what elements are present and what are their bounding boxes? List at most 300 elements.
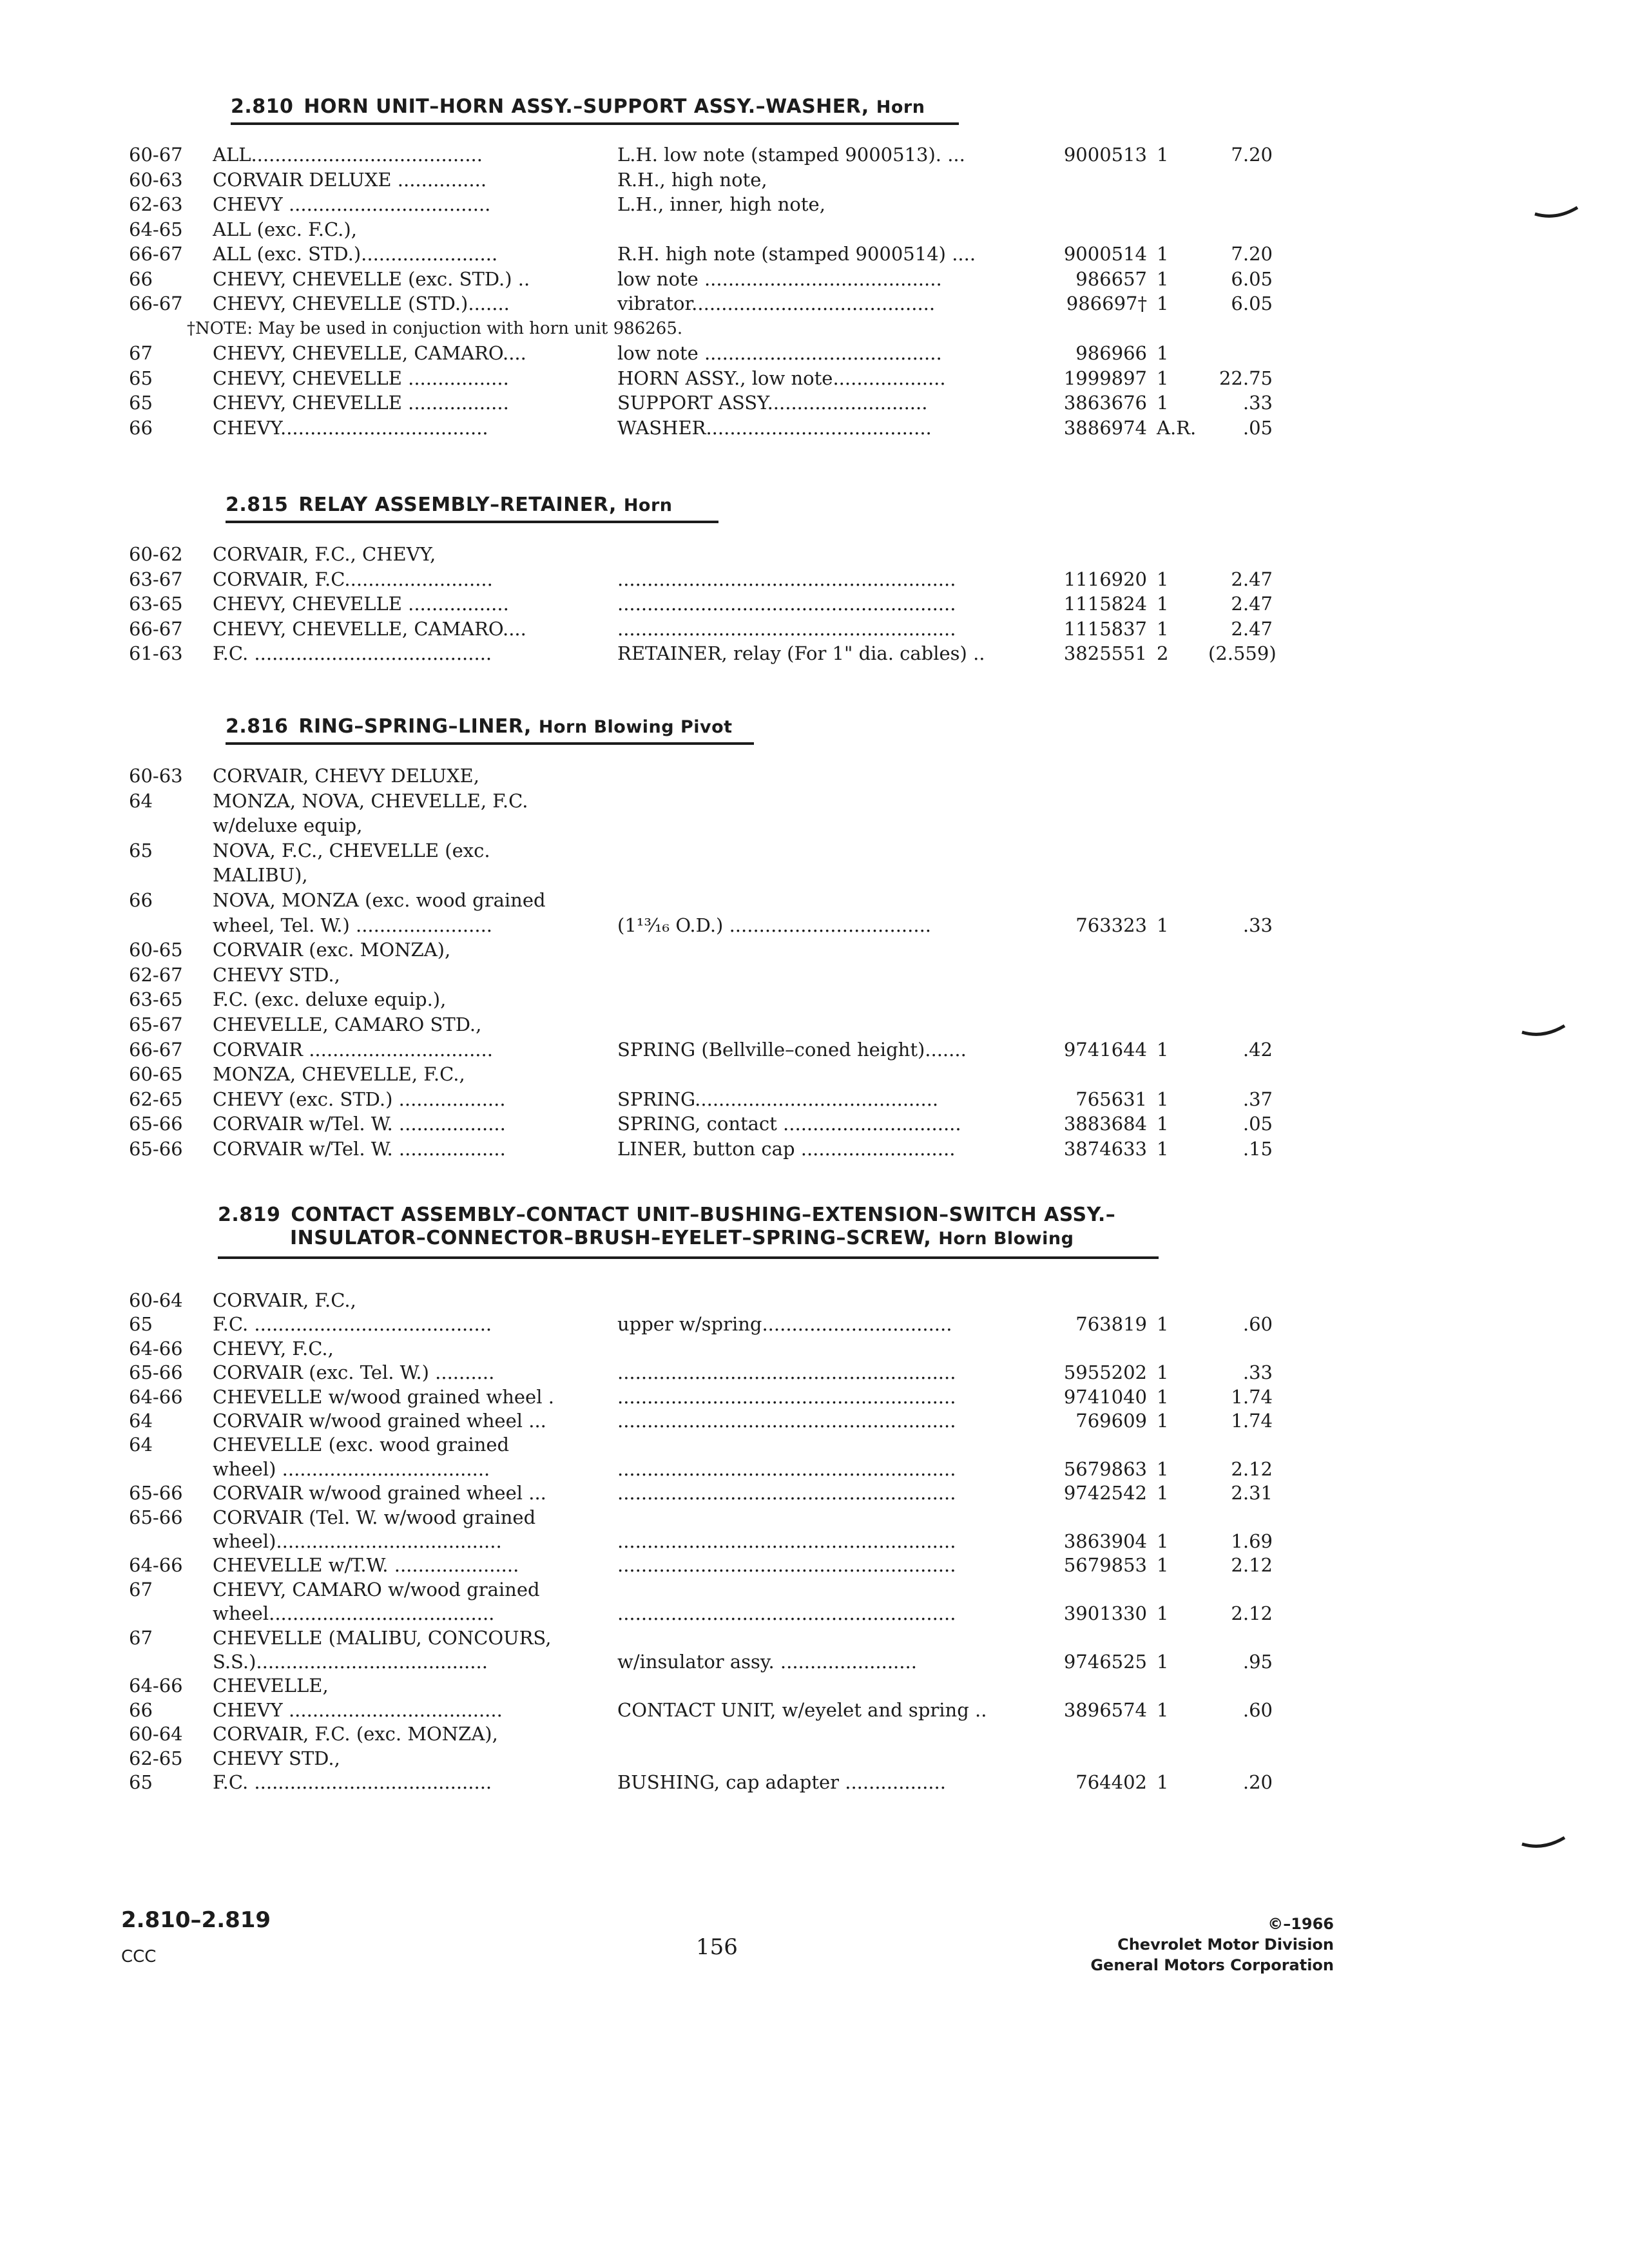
price: .05 xyxy=(1242,1113,1273,1135)
model-applicability: CHEVELLE (MALIBU, CONCOURS, xyxy=(213,1626,552,1649)
section-code: 2.819 xyxy=(218,1204,281,1226)
model-applicability: CHEVY, F.C., xyxy=(213,1337,334,1360)
part-description: L.H. low note (stamped 9000513). ... xyxy=(617,144,965,166)
section-heading-underline xyxy=(226,521,718,523)
model-applicability: CORVAIR (exc. Tel. W.) .......... xyxy=(213,1361,495,1384)
price: .95 xyxy=(1242,1651,1273,1673)
model-applicability: wheel...................................... xyxy=(213,1602,495,1625)
quantity: 1 xyxy=(1157,568,1169,590)
part-description: ......................................................... xyxy=(617,1410,956,1432)
parts-row xyxy=(0,1674,1629,1700)
year-range: 62-67 xyxy=(129,963,183,986)
section-title: RELAY ASSEMBLY–RETAINER, xyxy=(298,494,617,516)
year-range: 60-63 xyxy=(129,765,183,787)
section-title: CONTACT ASSEMBLY–CONTACT UNIT–BUSHING–EXTENSION–SWITCH ASSY.– xyxy=(291,1204,1116,1226)
year-range: 63-65 xyxy=(129,593,183,615)
section-subtitle: Horn Blowing xyxy=(938,1229,1074,1249)
part-number: 763323 xyxy=(1075,914,1147,936)
model-applicability: MALIBU), xyxy=(213,864,308,887)
year-range: 64-66 xyxy=(129,1554,183,1577)
model-applicability: CHEVELLE w/T.W. ..................... xyxy=(213,1554,519,1577)
quantity: 1 xyxy=(1157,1698,1169,1721)
section-heading-underline xyxy=(226,742,754,745)
year-range: 63-67 xyxy=(129,568,183,590)
part-description: vibrator......................................... xyxy=(617,293,936,314)
year-range: 60-65 xyxy=(129,939,183,961)
price: 6.05 xyxy=(1231,293,1273,314)
year-range: 65-66 xyxy=(129,1361,183,1384)
model-applicability: F.C. ........................................ xyxy=(213,1313,492,1336)
model-applicability: CHEVY, CHEVELLE, CAMARO.... xyxy=(213,617,526,640)
year-range: 60-62 xyxy=(129,543,183,565)
quantity: 1 xyxy=(1157,1138,1169,1160)
year-range: 62-65 xyxy=(129,1747,183,1769)
part-number: 3874633 xyxy=(1063,1138,1147,1160)
parts-row xyxy=(0,193,1629,218)
parts-row xyxy=(0,889,1629,914)
quantity: 1 xyxy=(1157,1113,1169,1135)
year-range: 63-65 xyxy=(129,988,183,1011)
price: .20 xyxy=(1242,1771,1273,1793)
parts-row xyxy=(0,1038,1629,1064)
model-applicability: CHEVY, CHEVELLE (exc. STD.) .. xyxy=(213,267,530,290)
year-range: 66 xyxy=(129,416,153,439)
price: .05 xyxy=(1242,416,1273,439)
price: 1.74 xyxy=(1231,1385,1273,1408)
model-applicability: CORVAIR w/wood grained wheel ... xyxy=(213,1482,546,1504)
quantity: 1 xyxy=(1157,392,1169,414)
parts-row xyxy=(0,1409,1629,1435)
model-applicability: S.S.)....................................... xyxy=(213,1651,488,1673)
parts-row xyxy=(0,1650,1629,1676)
quantity: 1 xyxy=(1157,1482,1169,1504)
parts-row xyxy=(0,963,1629,989)
part-number: 9746525 xyxy=(1063,1651,1147,1673)
model-applicability: CHEVY................................... xyxy=(213,416,488,439)
model-applicability: CHEVY STD., xyxy=(213,963,340,986)
parts-row xyxy=(0,1312,1629,1338)
year-range: 60-64 xyxy=(129,1723,183,1745)
parts-row xyxy=(0,814,1629,840)
margin-check-mark xyxy=(1521,1024,1566,1037)
part-description: ......................................................... xyxy=(617,568,956,590)
model-applicability: F.C. (exc. deluxe equip.), xyxy=(213,988,447,1011)
quantity: 1 xyxy=(1157,1361,1169,1384)
price: .33 xyxy=(1242,1361,1273,1384)
part-description: HORN ASSY., low note................... xyxy=(617,367,946,389)
parts-row xyxy=(0,1433,1629,1459)
price: .15 xyxy=(1242,1138,1273,1160)
model-applicability: CORVAIR w/Tel. W. .................. xyxy=(213,1138,506,1160)
price: 2.31 xyxy=(1231,1482,1273,1504)
price: 2.12 xyxy=(1231,1457,1273,1480)
part-description: w/insulator assy. ....................... xyxy=(617,1651,917,1673)
price: 2.47 xyxy=(1231,617,1273,640)
model-applicability: NOVA, F.C., CHEVELLE (exc. xyxy=(213,839,490,861)
model-applicability: †NOTE: May be used in conjuction with horn unit 986265. xyxy=(187,318,683,338)
model-applicability: ALL (exc. STD.)....................... xyxy=(213,243,498,265)
quantity: 1 xyxy=(1157,243,1169,265)
year-range: 66 xyxy=(129,889,153,911)
part-number: 3883684 xyxy=(1063,1113,1147,1135)
part-description: CONTACT UNIT, w/eyelet and spring .. xyxy=(617,1698,987,1721)
price: .33 xyxy=(1242,914,1273,936)
model-applicability: CORVAIR, F.C., CHEVY, xyxy=(213,543,436,565)
price: 1.74 xyxy=(1231,1410,1273,1432)
parts-row xyxy=(0,168,1629,194)
quantity: A.R. xyxy=(1157,416,1197,439)
part-number: 1115824 xyxy=(1063,593,1147,615)
quantity: 1 xyxy=(1157,1554,1169,1577)
model-applicability: CORVAIR w/Tel. W. .................. xyxy=(213,1113,506,1135)
price: 2.12 xyxy=(1231,1554,1273,1577)
parts-row xyxy=(0,1771,1629,1796)
parts-row xyxy=(0,543,1629,568)
quantity: 1 xyxy=(1157,1410,1169,1432)
part-description: ......................................................... xyxy=(617,617,956,640)
model-applicability: CHEVELLE, xyxy=(213,1675,329,1697)
year-range: 66-67 xyxy=(129,617,183,640)
price: .60 xyxy=(1242,1698,1273,1721)
parts-row xyxy=(0,642,1629,668)
quantity: 1 xyxy=(1157,1313,1169,1336)
parts-row xyxy=(0,1137,1629,1163)
part-description: (1¹³⁄₁₆ O.D.) .................................. xyxy=(617,914,932,936)
part-description: L.H., inner, high note, xyxy=(617,193,825,215)
quantity: 1 xyxy=(1157,1602,1169,1625)
year-range: 65 xyxy=(129,392,153,414)
parts-row xyxy=(0,764,1629,790)
price: 2.47 xyxy=(1231,593,1273,615)
model-applicability: CHEVY, CHEVELLE (STD.)....... xyxy=(213,293,510,314)
parts-row xyxy=(0,367,1629,392)
model-applicability: CHEVY, CHEVELLE ................. xyxy=(213,367,509,389)
footer-publisher xyxy=(1031,1914,1334,1975)
part-description: WASHER...................................... xyxy=(617,416,932,439)
year-range: 64 xyxy=(129,789,153,812)
parts-row xyxy=(0,1553,1629,1579)
part-number: 9742542 xyxy=(1063,1482,1147,1504)
price: 22.75 xyxy=(1219,367,1273,389)
parts-row xyxy=(0,292,1629,318)
part-number: 1116920 xyxy=(1063,568,1147,590)
year-range: 66 xyxy=(129,1698,153,1721)
model-applicability: wheel)...................................... xyxy=(213,1530,502,1552)
year-range: 65 xyxy=(129,1771,153,1793)
part-number: 9000514 xyxy=(1063,243,1147,265)
year-range: 64 xyxy=(129,1434,153,1456)
parts-row xyxy=(0,592,1629,618)
part-number: 986966 xyxy=(1075,342,1147,364)
model-applicability: ALL....................................... xyxy=(213,144,483,166)
model-applicability: CHEVY, CHEVELLE ................. xyxy=(213,593,509,615)
model-applicability: MONZA, CHEVELLE, F.C., xyxy=(213,1063,465,1086)
parts-row xyxy=(0,1530,1629,1555)
parts-row xyxy=(0,1722,1629,1748)
footer-ccc: CCC xyxy=(121,1947,157,1966)
part-description: ......................................................... xyxy=(617,593,956,615)
year-range: 65-67 xyxy=(129,1014,183,1035)
margin-check-mark xyxy=(1534,206,1579,219)
quantity: 1 xyxy=(1157,1651,1169,1673)
quantity: 1 xyxy=(1157,1038,1169,1061)
model-applicability: CORVAIR ............................... xyxy=(213,1038,493,1061)
year-range: 62-63 xyxy=(129,193,183,215)
year-range: 64-66 xyxy=(129,1675,183,1697)
section-heading xyxy=(231,95,925,119)
parts-row xyxy=(0,914,1629,939)
quantity: 1 xyxy=(1157,1385,1169,1408)
parts-row xyxy=(0,839,1629,865)
parts-row xyxy=(0,143,1629,169)
year-range: 60-64 xyxy=(129,1289,183,1311)
part-number: 5955202 xyxy=(1063,1361,1147,1384)
parts-row xyxy=(0,1385,1629,1411)
section-heading xyxy=(226,715,733,739)
footnote-row xyxy=(0,317,1629,343)
part-description: SPRING (Bellville–coned height)....... xyxy=(617,1038,967,1061)
part-description: SPRING......................................... xyxy=(617,1088,939,1110)
section-title: RING–SPRING–LINER, xyxy=(298,715,532,738)
model-applicability: CORVAIR, F.C. (exc. MONZA), xyxy=(213,1723,498,1745)
section-heading-underline xyxy=(231,122,959,125)
parts-row xyxy=(0,267,1629,293)
part-number: 3886974 xyxy=(1063,416,1147,439)
part-number: 764402 xyxy=(1075,1771,1147,1793)
quantity: 1 xyxy=(1157,342,1169,364)
part-number: 9000513 xyxy=(1063,144,1147,166)
parts-row xyxy=(0,938,1629,964)
model-applicability: CHEVY, CHEVELLE ................. xyxy=(213,392,509,414)
parts-row xyxy=(0,1602,1629,1628)
part-description: RETAINER, relay (For 1" dia. cables) .. xyxy=(617,642,985,664)
parts-row xyxy=(0,1506,1629,1532)
section-code: 2.816 xyxy=(226,715,289,738)
margin-check-mark xyxy=(1521,1836,1566,1849)
year-range: 64-66 xyxy=(129,1337,183,1360)
model-applicability: wheel) ................................... xyxy=(213,1457,490,1480)
section-heading-underline xyxy=(218,1256,1159,1259)
section-title: HORN UNIT–HORN ASSY.–SUPPORT ASSY.–WASHER, xyxy=(304,95,869,118)
parts-row xyxy=(0,341,1629,367)
model-applicability: CORVAIR, CHEVY DELUXE, xyxy=(213,765,479,787)
price: 2.47 xyxy=(1231,568,1273,590)
model-applicability: F.C. ........................................ xyxy=(213,1771,492,1793)
year-range: 67 xyxy=(129,342,153,364)
section-heading xyxy=(218,1204,1115,1251)
year-range: 65 xyxy=(129,1313,153,1336)
quantity: 1 xyxy=(1157,267,1169,290)
model-applicability: CHEVY, CAMARO w/wood grained xyxy=(213,1578,540,1600)
section-subtitle: Horn Blowing Pivot xyxy=(538,717,733,737)
year-range: 65 xyxy=(129,839,153,861)
model-applicability: CHEVY, CHEVELLE, CAMARO.... xyxy=(213,342,526,364)
year-range: 64 xyxy=(129,1410,153,1432)
page-number: 156 xyxy=(696,1934,738,1960)
section-title-line2: INSULATOR–CONNECTOR–BRUSH–EYELET–SPRING–SCREW, xyxy=(290,1227,932,1249)
year-range: 64-66 xyxy=(129,1385,183,1408)
model-applicability: CHEVELLE, CAMARO STD., xyxy=(213,1014,482,1035)
part-description: ......................................................... xyxy=(617,1530,956,1552)
part-number: 986697† xyxy=(1066,293,1147,314)
parts-row xyxy=(0,1289,1629,1314)
price: .33 xyxy=(1242,392,1273,414)
quantity: 1 xyxy=(1157,1088,1169,1110)
price: (2.559) xyxy=(1208,642,1277,664)
part-description: ......................................................... xyxy=(617,1385,956,1408)
parts-row xyxy=(0,391,1629,417)
part-description: ......................................................... xyxy=(617,1602,956,1625)
year-range: 61-63 xyxy=(129,642,183,664)
price: .60 xyxy=(1242,1313,1273,1336)
quantity: 1 xyxy=(1157,1457,1169,1480)
part-number: 3825551 xyxy=(1063,642,1147,664)
model-applicability: CHEVY STD., xyxy=(213,1747,340,1769)
model-applicability: CORVAIR (Tel. W. w/wood grained xyxy=(213,1506,536,1528)
model-applicability: CHEVY .................................. xyxy=(213,193,491,215)
part-number: 3863676 xyxy=(1063,392,1147,414)
parts-row xyxy=(0,568,1629,593)
part-number: 3863904 xyxy=(1063,1530,1147,1552)
section-subtitle: Horn xyxy=(623,495,673,515)
part-description: ......................................................... xyxy=(617,1361,956,1384)
year-range: 65 xyxy=(129,367,153,389)
model-applicability: CORVAIR, F.C......................... xyxy=(213,568,493,590)
model-applicability: CHEVY .................................... xyxy=(213,1698,503,1721)
part-description: ......................................................... xyxy=(617,1482,956,1504)
part-description: ......................................................... xyxy=(617,1457,956,1480)
model-applicability: CORVAIR, F.C., xyxy=(213,1289,356,1311)
parts-row xyxy=(0,416,1629,442)
section-code: 2.815 xyxy=(226,494,289,516)
price: .37 xyxy=(1242,1088,1273,1110)
footer-copyright: ©–1966 xyxy=(1268,1915,1334,1933)
parts-row xyxy=(0,1088,1629,1113)
year-range: 64-65 xyxy=(129,218,183,240)
part-description: BUSHING, cap adapter ................. xyxy=(617,1771,946,1793)
section-subtitle: Horn xyxy=(876,97,925,117)
parts-row xyxy=(0,1337,1629,1363)
year-range: 60-67 xyxy=(129,144,183,166)
price: 7.20 xyxy=(1231,144,1273,166)
price: 1.69 xyxy=(1231,1530,1273,1552)
parts-row xyxy=(0,218,1629,244)
year-range: 65-66 xyxy=(129,1113,183,1135)
quantity: 1 xyxy=(1157,367,1169,389)
part-number: 1999897 xyxy=(1063,367,1147,389)
quantity: 1 xyxy=(1157,1530,1169,1552)
part-number: 3901330 xyxy=(1063,1602,1147,1625)
part-description: SUPPORT ASSY........................... xyxy=(617,392,928,414)
price: .42 xyxy=(1242,1038,1273,1061)
price: 6.05 xyxy=(1231,267,1273,290)
year-range: 62-65 xyxy=(129,1088,183,1110)
model-applicability: CHEVELLE (exc. wood grained xyxy=(213,1434,510,1456)
parts-row xyxy=(0,789,1629,815)
quantity: 2 xyxy=(1157,642,1169,664)
year-range: 65-66 xyxy=(129,1482,183,1504)
parts-row xyxy=(0,1112,1629,1138)
part-number: 5679863 xyxy=(1063,1457,1147,1480)
model-applicability: CORVAIR (exc. MONZA), xyxy=(213,939,451,961)
year-range: 60-65 xyxy=(129,1063,183,1086)
part-description: SPRING, contact .............................. xyxy=(617,1113,961,1135)
parts-row xyxy=(0,1457,1629,1483)
part-number: 5679853 xyxy=(1063,1554,1147,1577)
year-range: 66-67 xyxy=(129,1038,183,1061)
parts-row xyxy=(0,242,1629,268)
model-applicability: F.C. ........................................ xyxy=(213,642,492,664)
year-range: 67 xyxy=(129,1626,153,1649)
year-range: 66-67 xyxy=(129,243,183,265)
price: 7.20 xyxy=(1231,243,1273,265)
quantity: 1 xyxy=(1157,617,1169,640)
year-range: 66-67 xyxy=(129,293,183,314)
year-range: 65-66 xyxy=(129,1138,183,1160)
parts-row xyxy=(0,1698,1629,1724)
year-range: 65-66 xyxy=(129,1506,183,1528)
part-number: 3896574 xyxy=(1063,1698,1147,1721)
part-number: 763819 xyxy=(1075,1313,1147,1336)
section-code: 2.810 xyxy=(231,95,294,118)
model-applicability: CORVAIR DELUXE ............... xyxy=(213,168,487,191)
model-applicability: NOVA, MONZA (exc. wood grained xyxy=(213,889,546,911)
quantity: 1 xyxy=(1157,144,1169,166)
year-range: 66 xyxy=(129,267,153,290)
part-number: 1115837 xyxy=(1063,617,1147,640)
part-number: 986657 xyxy=(1075,267,1147,290)
part-description: low note ........................................ xyxy=(617,267,942,290)
part-description: LINER, button cap .......................... xyxy=(617,1138,956,1160)
footer-corporation: General Motors Corporation xyxy=(1090,1956,1334,1974)
part-description: R.H., high note, xyxy=(617,168,767,191)
parts-row xyxy=(0,617,1629,643)
quantity: 1 xyxy=(1157,1771,1169,1793)
part-description: R.H. high note (stamped 9000514) .... xyxy=(617,243,976,265)
quantity: 1 xyxy=(1157,593,1169,615)
part-number: 769609 xyxy=(1075,1410,1147,1432)
quantity: 1 xyxy=(1157,293,1169,314)
parts-row xyxy=(0,863,1629,889)
model-applicability: CHEVELLE w/wood grained wheel . xyxy=(213,1385,554,1408)
footer-division: Chevrolet Motor Division xyxy=(1117,1936,1334,1954)
year-range: 60-63 xyxy=(129,168,183,191)
model-applicability: CORVAIR w/wood grained wheel ... xyxy=(213,1410,546,1432)
parts-row xyxy=(0,1013,1629,1039)
parts-row xyxy=(0,1481,1629,1507)
parts-row xyxy=(0,1361,1629,1387)
parts-row xyxy=(0,1626,1629,1652)
part-number: 765631 xyxy=(1075,1088,1147,1110)
parts-row xyxy=(0,1062,1629,1088)
model-applicability: MONZA, NOVA, CHEVELLE, F.C. xyxy=(213,789,528,812)
section-heading xyxy=(226,494,673,517)
part-description: low note ........................................ xyxy=(617,342,942,364)
parts-row xyxy=(0,1578,1629,1604)
part-description: ......................................................... xyxy=(617,1554,956,1577)
model-applicability: wheel, Tel. W.) ....................... xyxy=(213,914,493,936)
footer-range: 2.810–2.819 xyxy=(121,1907,271,1933)
part-description: upper w/spring................................ xyxy=(617,1313,952,1336)
quantity: 1 xyxy=(1157,914,1169,936)
model-applicability: CHEVY (exc. STD.) .................. xyxy=(213,1088,506,1110)
model-applicability: ALL (exc. F.C.), xyxy=(213,218,357,240)
year-range: 67 xyxy=(129,1578,153,1600)
part-number: 9741040 xyxy=(1063,1385,1147,1408)
parts-row xyxy=(0,1747,1629,1773)
price: 2.12 xyxy=(1231,1602,1273,1625)
part-number: 9741644 xyxy=(1063,1038,1147,1061)
